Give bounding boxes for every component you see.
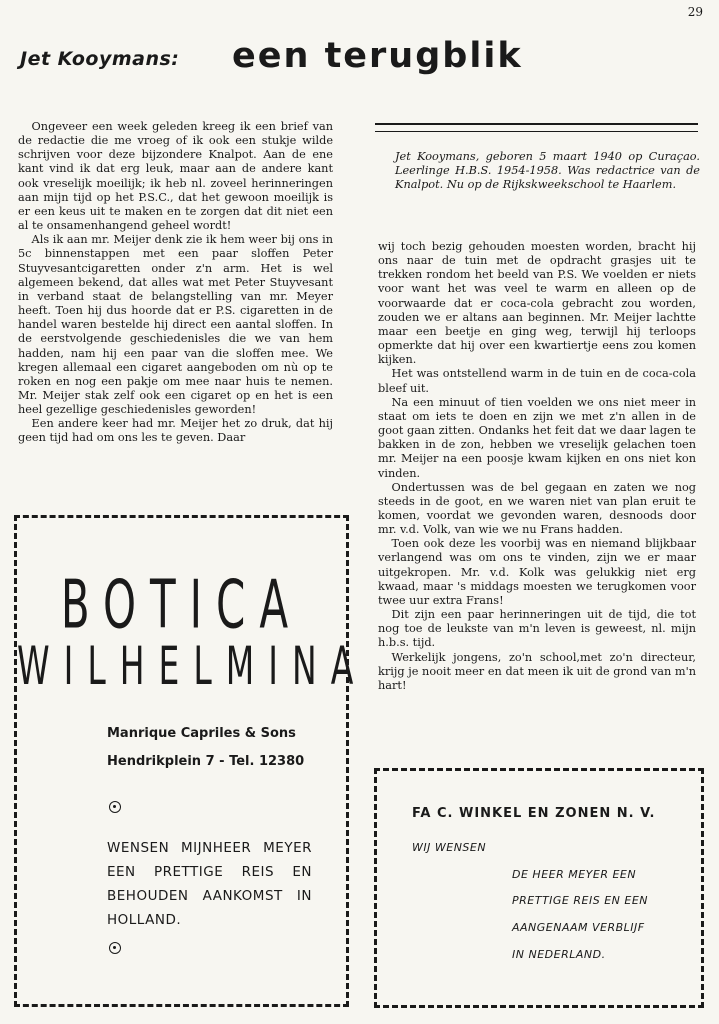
article-title: een terugblik	[232, 36, 523, 76]
paragraph: Werkelijk jongens, zo'n school,met zo'n directeur, krijg je nooit meer en dat meen ik uit de grond van m'n hart!	[378, 650, 696, 692]
ad-company: FA C. WINKEL EN ZONEN N. V.	[412, 806, 656, 821]
bullet-icon	[109, 942, 121, 954]
author-byline: Jet Kooymans:	[20, 48, 180, 70]
paragraph: wij toch bezig gehouden moesten worden, bracht hij ons naar de tuin met de opdracht grasjes uit te trekken rondom het beeld van P.S. We voelden er niets voor want het was veel te warm en alleen op de voorwaarde dat er coca-cola gebracht zou worden, zouden we er altans aan beginnen. Mr. Meijer lachtte maar een beetje en ging weg, terwijl hij terloops opmerkte dat hij over een kwartiertje eens zou komen kijken.	[378, 240, 696, 367]
article-column-right	[378, 240, 696, 693]
paragraph: Ongeveer een week geleden kreeg ik een brief van de redactie die me vroeg of ik ook een stukje wilde schrijven voor deze bijzondere Knalpot. Aan de ene kant vind ik dat erg leuk, maar aan de andere kant ook vreselijk moeilijk; ik heb nl. zoveel herinneringen aan mijn tijd op het P.S.C., dat het gewoon moeilijk is er een keus uit te maken en te zorgen dat dit niet een al te onsamenhangend geheel wordt!	[18, 120, 333, 233]
paragraph: Een andere keer had mr. Meijer het zo druk, dat hij geen tijd had om ons les te geven. Daar	[18, 417, 333, 445]
ad-text-line: DE HEER MEYER EEN	[512, 868, 637, 881]
advertisement-botica-wilhelmina	[14, 515, 368, 1007]
paragraph: Na een minuut of tien voelden we ons niet meer in staat om iets te doen en zijn we met z'n allen in de goot gaan zitten. Ondanks het feit dat we daar lagen te bakken in de zon, hebben we vreselijk gelachen toen mr. Meijer na een poosje kwam kijken en ons niet kon vinden.	[378, 395, 696, 480]
paragraph: Dit zijn een paar herinneringen uit de tijd, die tot nog toe de leukste van m'n leven is geweest, nl. mijn h.b.s. tijd.	[378, 608, 696, 650]
ad-text-line: PRETTIGE REIS EN EEN	[512, 894, 649, 907]
ad-text-line: IN NEDERLAND.	[512, 948, 606, 961]
paragraph: Toen ook deze les voorbij was en niemand blijkbaar verlangend was om ons te vinden, zijn we er maar uitgekropen. Mr. v.d. Kolk was gelukkig niet erg kwaad, maar 's middags moesten we terugkomen voor twee uur extra Frans!	[378, 537, 696, 607]
ad-message: WENSEN MIJNHEER MEYER EEN PRETTIGE REIS EN BEHOUDEN AANKOMST IN HOLLAND.	[107, 840, 312, 928]
advertisement-winkel	[374, 768, 704, 1008]
bullet-icon	[109, 801, 121, 813]
ad-text-line: AANGENAAM VERBLIJF	[512, 921, 645, 934]
ad-brand-line1: BOTICA	[60, 565, 303, 644]
paragraph: Ondertussen was de bel gegaan en zaten we nog steeds in de goot, en we waren niet van plan eruit te komen, voordat we gevonden waren, desnoods door mr. v.d. Volk, van wie we nu Frans hadden.	[378, 480, 696, 537]
ad-text-line: WIJ WENSEN	[412, 841, 487, 854]
bio-rule-thick	[375, 123, 698, 125]
paragraph: Als ik aan mr. Meijer denk zie ik hem weer bij ons in 5c binnenstappen met een paar sloffen Peter Stuyvesantcigaretten onder z'n arm. Het is wel algemeen bekend, dat alles wat met Peter Stuyvesant in verband staat de belangstelling van mr. Meyer heeft. Toen hij dus hoorde dat er P.S. cigaretten in de handel waren bestelde hij direct een aantal sloffen. In de eerstvolgende geschiedenisles die we van hem hadden, nam hij een paar van die sloffen mee. We kregen allemaal een cigaret aangeboden om nù op te roken en nog een pakje om mee naar huis te nemen. Mr. Meijer stak zelf ook een cigaret op en het is een heel gezellige geschiedenisles geworden!	[18, 233, 333, 417]
article-column-left	[18, 120, 333, 446]
ad-company: Manrique Capriles & Sons	[107, 726, 296, 741]
ad-brand-line2: WILHELMINA	[17, 634, 368, 697]
author-bio: Jet Kooymans, geboren 5 maart 1940 op Curaçao. Leerlinge H.B.S. 1954-1958. Was redactrice van de Knalpot. Nu op de Rijkskweekschool te Haarlem.	[395, 150, 700, 191]
page-number: 29	[687, 5, 703, 19]
ad-address: Hendrikplein 7 - Tel. 12380	[107, 754, 305, 769]
paragraph: Het was ontstellend warm in de tuin en de coca-cola bleef uit.	[378, 367, 696, 395]
bio-rule-thin	[375, 131, 698, 132]
